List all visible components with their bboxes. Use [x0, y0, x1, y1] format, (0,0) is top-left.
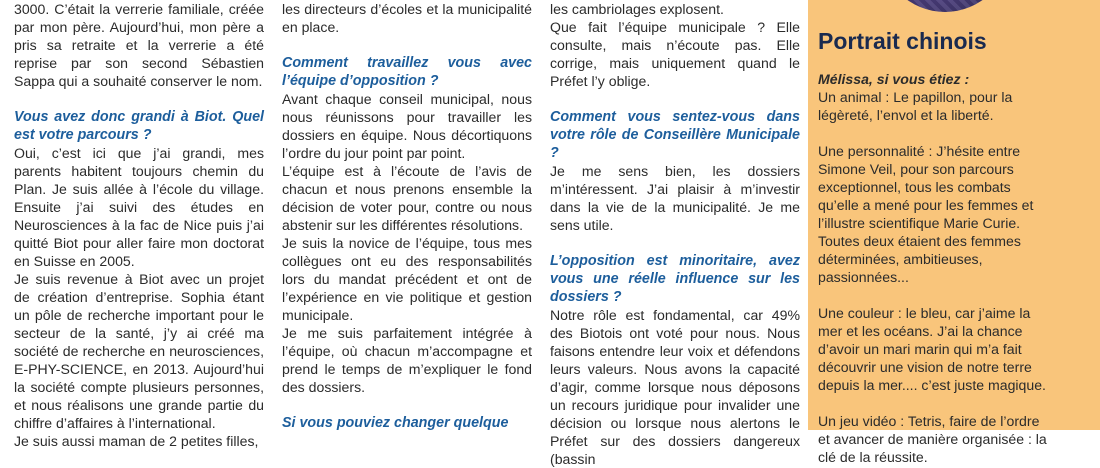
paragraph: Notre rôle est fondamental, car 49% des Biotois ont voté pour nous. Nous faisons entendre leur voix et défendons leurs valeurs. Nous avons la capacité d’agir, comme lorsque nous déposons un recours juridique pour invalider une décision ou lorsque nous alertons le Préfet sur des dossiers dangereux (bassin: [550, 307, 800, 467]
paragraph: les directeurs d’écoles et la municipalité en place.: [282, 1, 532, 35]
paragraph: Je me suis parfaitement intégrée à l’équipe, où chacun m’accompagne et prend le temps de m’expliquer le fond des dossiers.: [282, 325, 532, 395]
article-column-2: [282, 0, 532, 432]
paragraph: Avant chaque conseil municipal, nous nous réunissons pour travailler les dossiers en équipe. Nous décortiquons l’ordre du jour point par point.: [282, 91, 532, 161]
paragraph: les cambriolages explosent.: [550, 1, 724, 17]
interview-question: Si vous pouviez changer quelque: [282, 415, 509, 431]
sidebar-item-personnalite: Une personnalité : J’hésite entre Simone Veil, pour son parcours exceptionnel, tous les combats qu’elle a mené pour les femmes et l’illustre scientifique Marie Curie. Toutes deux étaient des femmes déterminées, ambitieuses, passionnées...: [818, 143, 1034, 285]
interview-question: Comment vous sentez-vous dans votre rôle de Conseillère Municipale ?: [550, 109, 800, 161]
sidebar-title: Portrait chinois: [818, 28, 987, 54]
interview-question: Vous avez donc grandi à Biot. Quel est votre parcours ?: [14, 109, 264, 143]
decorative-image: [880, 0, 1010, 12]
paragraph: 3000. C’était la verrerie familiale, créée par mon père. Aujourd’hui, mon père a pris sa retraite et la verrerie a été reprise par son second Sébastien Sappa qui a souhaité conserver le nom.: [14, 1, 264, 89]
paragraph: Je suis aussi maman de 2 petites filles,: [14, 433, 259, 449]
sidebar-item-jeu: Un jeu vidéo : Tetris, faire de l’ordre et avancer de manière organisée : la clé de la réussite.: [818, 413, 1047, 465]
paragraph: Oui, c’est ici que j’ai grandi, mes parents habitent toujours chemin du Plan. Je suis allée à l’école du village. Ensuite j’ai suivi des études en Neurosciences à la fac de Nice puis j’ai quitté Biot pour aller faire mon doctorat en Suisse en 2005.: [14, 145, 264, 269]
interview-question: L’opposition est minoritaire, avez vous une réelle influence sur les dossiers ?: [550, 253, 800, 305]
article-column-1: [14, 0, 264, 450]
article-column-3: [550, 0, 800, 468]
interview-question: Comment travaillez vous avec l’équipe d’opposition ?: [282, 55, 532, 89]
paragraph: Je me sens bien, les dossiers m’intéressent. J’ai plaisir à m’investir dans la vie de la municipalité. Je me sens utile.: [550, 163, 800, 233]
sidebar-item-couleur: Une couleur : le bleu, car j’aime la mer et les océans. J’ai la chance d’avoir un mari marin qui m’a fait découvrir une vision de notre terre depuis la mer.... c’est juste magique.: [818, 305, 1046, 393]
paragraph: Je suis revenue à Biot avec un projet de création d’entreprise. Sophia étant un pôle de recherche important pour le secteur de la santé, j’y ai créé ma société de recherche en neurosciences, E-PHY-SCIENCE, en 2013. Aujourd’hui la société compte plusieurs personnes, et nous réalisons une grande partie du chiffre d’affaires à l’international.: [14, 271, 264, 431]
paragraph: Que fait l’équipe municipale ? Elle consulte, mais n’écoute pas. Elle corrige, mais uniquement quand le Préfet l’y oblige.: [550, 19, 800, 89]
portrait-chinois-sidebar: [808, 0, 1100, 465]
paragraph: L’équipe est à l’écoute de l’avis de chacun et nous prenons ensemble la décision de voter pour, contre ou nous abstenir sur les différentes résolutions.: [282, 163, 532, 233]
sidebar-item-animal: Un animal : Le papillon, pour la légèreté, l’envol et la liberté.: [818, 89, 1013, 123]
paragraph: Je suis la novice de l’équipe, tous mes collègues ont eu des responsabilités lors du mandat précédent et ont de l’expérience en vie politique et gestion municipale.: [282, 235, 532, 323]
sidebar-lead: Mélissa, si vous étiez :: [818, 71, 970, 87]
sidebar-body: [818, 70, 1050, 466]
